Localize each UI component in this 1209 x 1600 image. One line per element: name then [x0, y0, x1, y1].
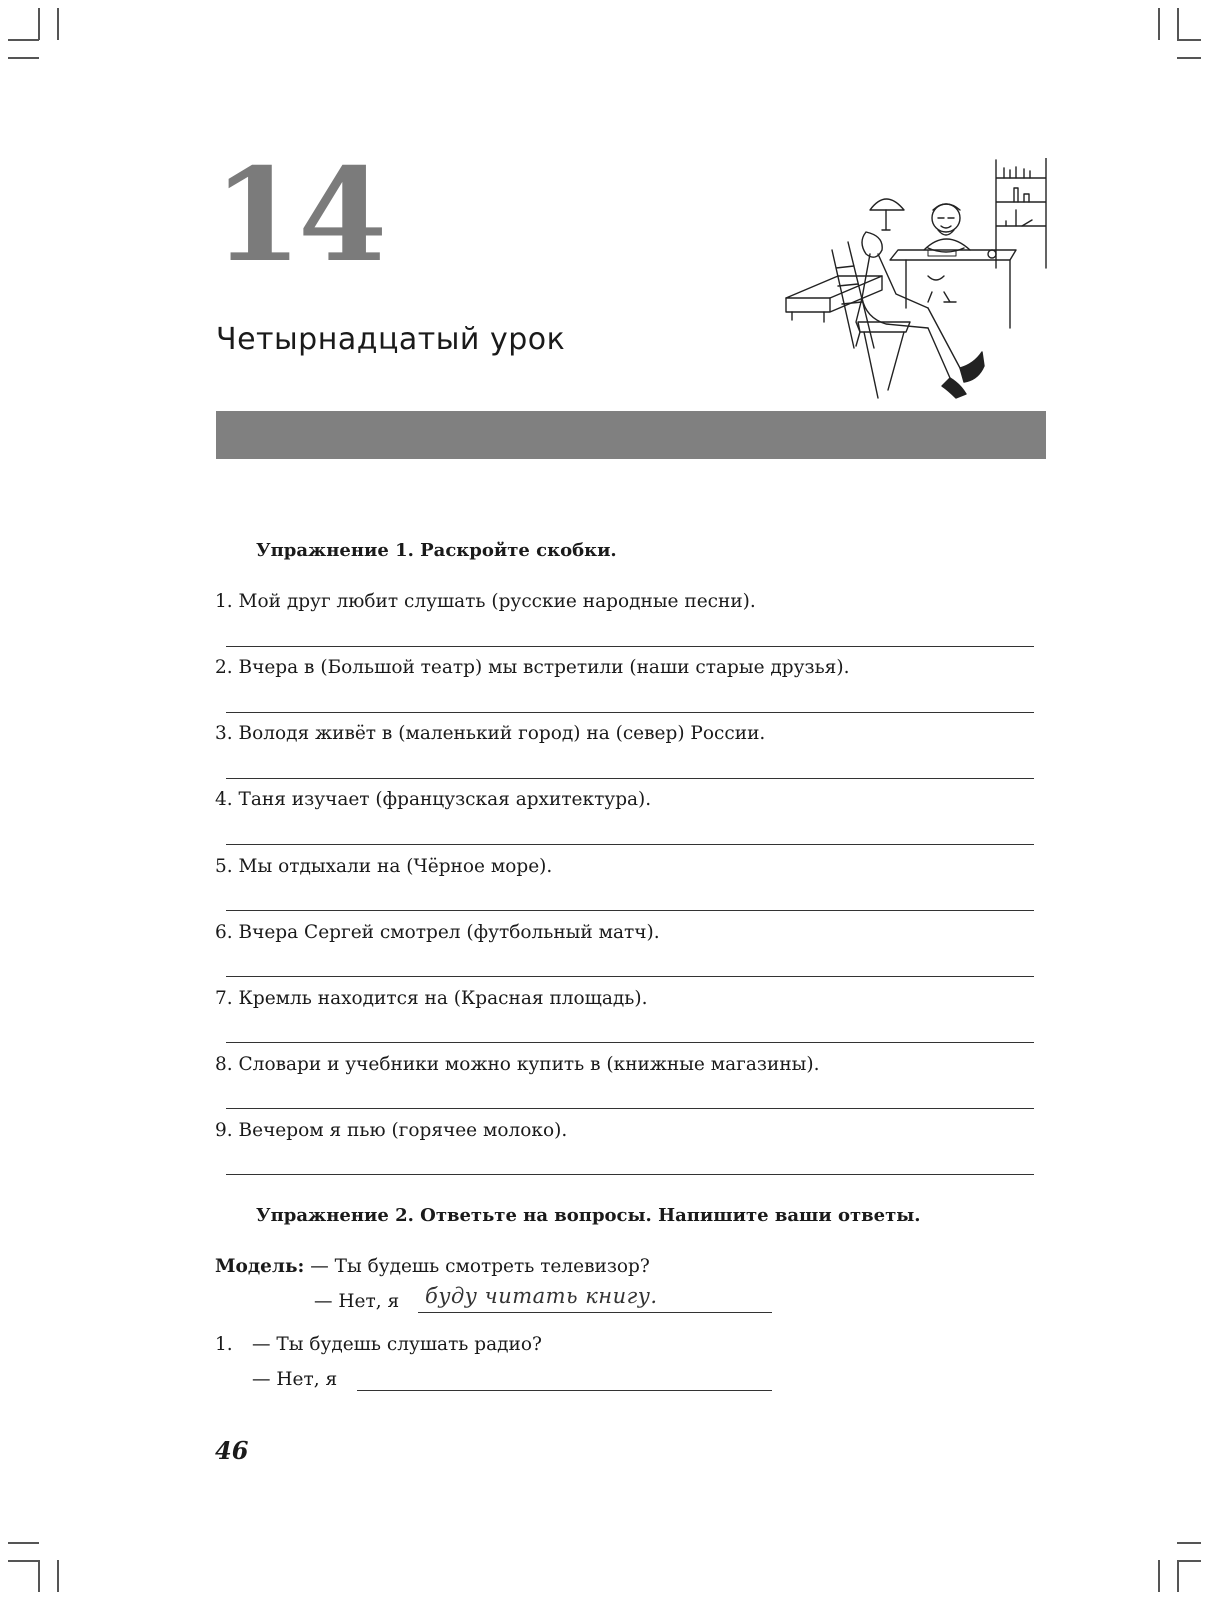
question-1-text: — Ты будешь слушать радио?: [252, 1334, 542, 1355]
crop-mark: [1177, 8, 1179, 40]
crop-mark: [38, 1560, 40, 1592]
answer-line[interactable]: [226, 778, 1034, 779]
exercise-1-heading: Упражнение 1. Раскройте скобки.: [256, 540, 617, 561]
answer-line[interactable]: [226, 844, 1034, 845]
exercise-1-item: 1. Мой друг любит слушать (русские народные песни).: [215, 591, 756, 612]
model-handwritten-answer: буду читать книгу.: [425, 1284, 658, 1308]
crop-mark: [1177, 39, 1201, 41]
exercise-1-item: 9. Вечером я пью (горячее молоко).: [215, 1120, 568, 1141]
answer-1-line[interactable]: [357, 1390, 772, 1391]
exercise-1-item: 7. Кремль находится на (Красная площадь).: [215, 988, 648, 1009]
crop-mark: [1177, 57, 1201, 59]
model-answer-prefix: — Нет, я: [314, 1291, 400, 1312]
exercise-1-item: 8. Словари и учебники можно купить в (книжные магазины).: [215, 1054, 820, 1075]
answer-line[interactable]: [226, 1042, 1034, 1043]
crop-mark: [8, 1542, 39, 1544]
model-label: Модель:: [215, 1256, 305, 1277]
exercise-1-item: 4. Таня изучает (французская архитектура).: [215, 789, 652, 810]
answer-line[interactable]: [226, 910, 1034, 911]
crop-mark: [1177, 1542, 1201, 1544]
crop-mark: [8, 1560, 39, 1562]
crop-mark: [57, 1560, 59, 1592]
crop-mark: [1158, 8, 1160, 40]
model-question-text: — Ты будешь смотреть телевизор?: [310, 1256, 650, 1277]
model-answer-line: [418, 1312, 772, 1313]
model-question: [215, 1256, 650, 1277]
answer-line[interactable]: [226, 976, 1034, 977]
crop-mark: [8, 57, 39, 59]
question-1-number: 1.: [215, 1334, 233, 1355]
doctor-office-illustration: [778, 158, 1048, 404]
lesson-title: Четырнадцатый урок: [216, 322, 566, 357]
answer-line[interactable]: [226, 712, 1034, 713]
answer-line[interactable]: [226, 1174, 1034, 1175]
answer-1-prefix: — Нет, я: [252, 1369, 338, 1390]
exercise-1-item: 5. Мы отдыхали на (Чёрное море).: [215, 856, 553, 877]
answer-line[interactable]: [226, 646, 1034, 647]
page-number: 46: [215, 1436, 249, 1465]
crop-mark: [38, 8, 40, 40]
section-banner: [216, 411, 1046, 459]
exercise-1-item: 2. Вчера в (Большой театр) мы встретили (наши старые друзья).: [215, 657, 850, 678]
exercise-2-heading: Упражнение 2. Ответьте на вопросы. Напишите ваши ответы.: [256, 1205, 921, 1226]
crop-mark: [1177, 1560, 1201, 1562]
answer-line[interactable]: [226, 1108, 1034, 1109]
exercise-1-item: 3. Володя живёт в (маленький город) на (север) России.: [215, 723, 766, 744]
crop-mark: [1177, 1560, 1179, 1592]
crop-mark: [57, 8, 59, 40]
crop-mark: [8, 39, 39, 41]
crop-mark: [1158, 1560, 1160, 1592]
exercise-1-item: 6. Вчера Сергей смотрел (футбольный матч).: [215, 922, 660, 943]
lesson-number: 14: [213, 141, 384, 291]
